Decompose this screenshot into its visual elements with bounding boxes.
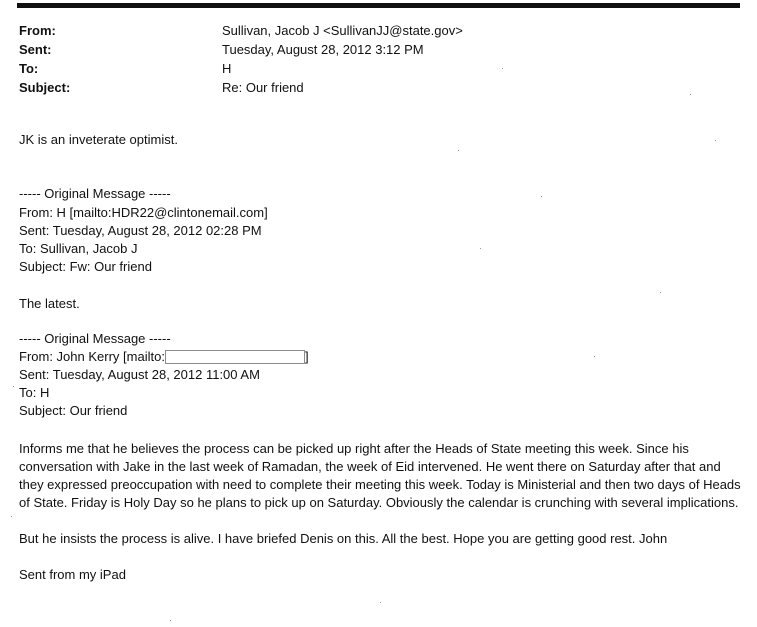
original-2-from-prefix: From: John Kerry [mailto: xyxy=(19,349,165,364)
original-2-to: To: H xyxy=(19,385,50,400)
original-1-body: The latest. xyxy=(19,296,80,311)
scan-speck xyxy=(458,150,459,151)
original-2-sent: Sent: Tuesday, August 28, 2012 11:00 AM xyxy=(19,367,260,382)
signature: Sent from my iPad xyxy=(19,567,126,582)
top-rule xyxy=(17,3,740,8)
original-1-from: From: H [mailto:HDR22@clintonemail.com] xyxy=(19,205,268,220)
original-message-divider-1: ----- Original Message ----- xyxy=(19,186,171,201)
original-1-subject: Subject: Fw: Our friend xyxy=(19,259,152,274)
sent-value: Tuesday, August 28, 2012 3:12 PM xyxy=(222,42,424,57)
original-1-to: To: Sullivan, Jacob J xyxy=(19,241,138,256)
original-2-subject: Subject: Our friend xyxy=(19,403,128,418)
original-2-from-suffix: ] xyxy=(304,349,309,364)
scan-speck xyxy=(541,196,542,197)
scan-speck xyxy=(170,620,171,621)
scan-speck xyxy=(594,356,595,357)
original-1-sent: Sent: Tuesday, August 28, 2012 02:28 PM xyxy=(19,223,262,238)
scan-speck xyxy=(480,248,481,249)
redacted-email-box xyxy=(165,350,305,364)
header-subject-row xyxy=(19,78,719,97)
original-message-divider-2: ----- Original Message ----- xyxy=(19,331,171,346)
scan-speck xyxy=(11,516,12,517)
scan-speck xyxy=(660,292,661,293)
to-value: H xyxy=(222,61,232,76)
subject-label: Subject: xyxy=(19,80,71,95)
header-sent-row xyxy=(19,40,719,59)
header-to-row xyxy=(19,59,719,78)
scan-speck xyxy=(502,68,503,69)
scan-speck xyxy=(690,94,691,95)
scan-speck xyxy=(715,140,716,141)
from-value: Sullivan, Jacob J <SullivanJJ@state.gov> xyxy=(222,23,463,38)
from-label: From: xyxy=(19,23,56,38)
email-header xyxy=(19,21,719,97)
subject-value: Re: Our friend xyxy=(222,80,304,95)
original-2-from xyxy=(19,348,309,366)
to-label: To: xyxy=(19,61,39,76)
header-from-row xyxy=(19,21,719,40)
reply-body: JK is an inveterate optimist. xyxy=(19,132,178,147)
scan-speck xyxy=(13,386,14,387)
scan-speck xyxy=(380,602,381,603)
sent-label: Sent: xyxy=(19,42,52,57)
original-2-body-closing: But he insists the process is alive. I have briefed Denis on this. All the best. Hope you are getting good rest. John xyxy=(19,531,668,546)
original-2-body-paragraph: Informs me that he believes the process can be picked up right after the Heads of State meeting this week. Since his conversation with Jake in the last week of Ramadan, the week of Eid intervened. He went there on Saturday after that and they expressed preoccupation with need to complete their meeting this week. Today is Ministerial and then two days of Heads of State. Friday is Holy Day so he plans to pick up on Saturday. Obviously the calendar is crunching with several implications. xyxy=(19,441,741,510)
